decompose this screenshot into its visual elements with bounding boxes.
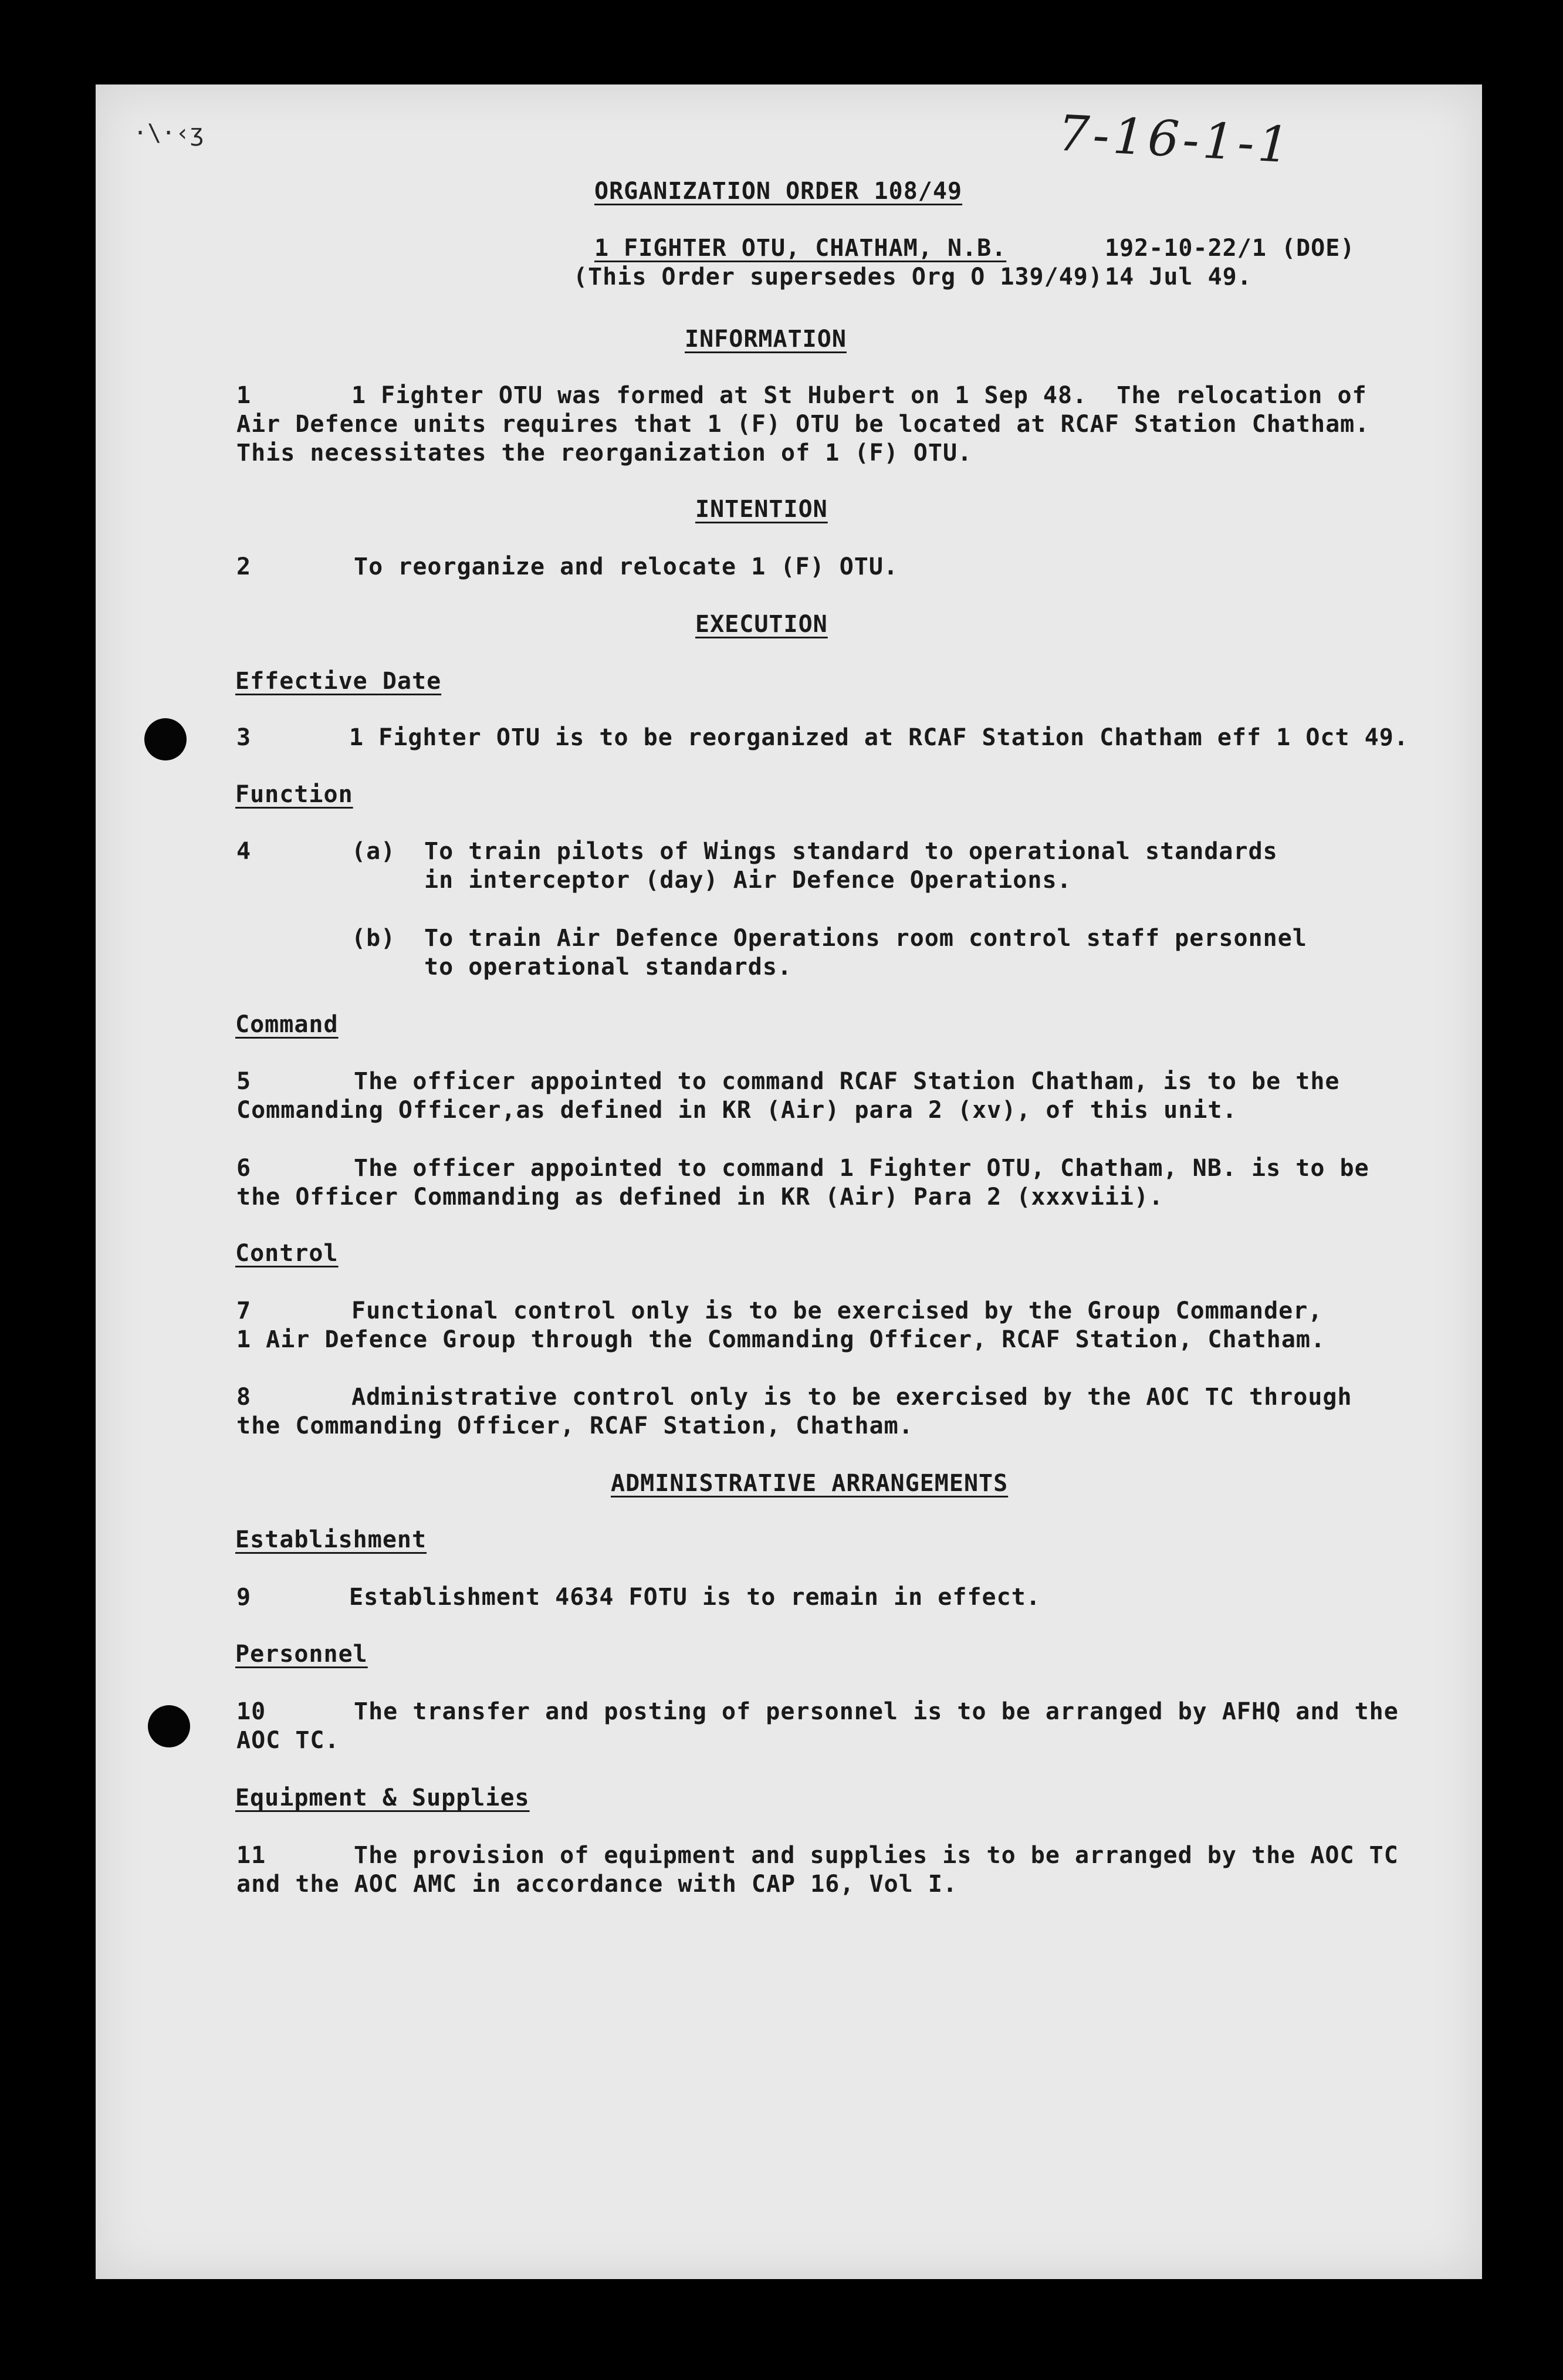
para-7-line-2: 1 Air Defence Group through the Commanding Officer, RCAF Station, Chatham.: [236, 1326, 1326, 1353]
punch-hole-bottom: [148, 1705, 190, 1747]
subhead-function: Function: [235, 781, 353, 808]
unit-name: 1 FIGHTER OTU, CHATHAM, N.B.: [594, 235, 1007, 262]
para-1-number: 1: [236, 382, 252, 409]
para-5-number: 5: [236, 1068, 252, 1095]
para-1-line-3: This necessitates the reorganization of 1 (F) OTU.: [236, 440, 973, 466]
para-8-number: 8: [236, 1384, 252, 1411]
para-11-line-2: and the AOC AMC in accordance with CAP 16, Vol I.: [236, 1871, 958, 1898]
para-1-line-1: 1 Fighter OTU was formed at St Hubert on 1 Sep 48. The relocation of: [351, 382, 1367, 409]
subhead-command: Command: [235, 1011, 339, 1038]
para-4-number: 4: [236, 838, 252, 865]
order-title: ORGANIZATION ORDER 108/49: [594, 178, 963, 205]
supersedes-note: (This Order supersedes Org O 139/49): [573, 263, 1103, 290]
section-execution: EXECUTION: [695, 611, 828, 638]
para-4a-label: (a): [351, 838, 396, 865]
para-10-line-1: The transfer and posting of personnel is to be arranged by AFHQ and the: [354, 1698, 1399, 1725]
para-9-line-1: Establishment 4634 FOTU is to remain in effect.: [349, 1584, 1041, 1611]
para-8-line-2: the Commanding Officer, RCAF Station, Chatham.: [236, 1412, 914, 1439]
subhead-control: Control: [235, 1240, 339, 1267]
para-4a-line-2: in interceptor (day) Air Defence Operations.: [424, 867, 1072, 894]
para-7-number: 7: [236, 1297, 252, 1324]
para-4b-line-1: To train Air Defence Operations room control staff personnel: [424, 925, 1307, 952]
para-3-number: 3: [236, 724, 252, 751]
para-1-line-2: Air Defence units requires that 1 (F) OTU be located at RCAF Station Chatham.: [236, 411, 1370, 438]
para-6-line-1: The officer appointed to command 1 Fighter OTU, Chatham, NB. is to be: [354, 1155, 1369, 1182]
para-9-number: 9: [236, 1584, 252, 1611]
document-page: [96, 84, 1482, 2279]
file-reference: 192-10-22/1 (DOE): [1105, 235, 1355, 262]
para-10-number: 10: [236, 1698, 266, 1725]
para-11-line-1: The provision of equipment and supplies is to be arranged by the AOC TC: [354, 1842, 1399, 1869]
para-2-line-1: To reorganize and relocate 1 (F) OTU.: [354, 553, 899, 580]
para-5-line-1: The officer appointed to command RCAF Station Chatham, is to be the: [354, 1068, 1340, 1095]
corner-mark: ·\·‹ʒ: [133, 120, 204, 147]
para-4a-line-1: To train pilots of Wings standard to operational standards: [424, 838, 1278, 865]
para-2-number: 2: [236, 553, 252, 580]
subhead-equipment-supplies: Equipment & Supplies: [235, 1784, 530, 1811]
subhead-personnel: Personnel: [235, 1641, 368, 1668]
subhead-effective-date: Effective Date: [235, 668, 442, 695]
para-5-line-2: Commanding Officer,as defined in KR (Air) para 2 (xv), of this unit.: [236, 1097, 1237, 1124]
section-information: INFORMATION: [685, 326, 847, 353]
subhead-establishment: Establishment: [235, 1526, 427, 1553]
para-11-number: 11: [236, 1842, 266, 1869]
para-6-line-2: the Officer Commanding as defined in KR (Air) Para 2 (xxxviii).: [236, 1184, 1164, 1211]
section-intention: INTENTION: [695, 496, 828, 523]
section-administrative-arrangements: ADMINISTRATIVE ARRANGEMENTS: [611, 1470, 1009, 1497]
para-10-line-2: AOC TC.: [236, 1727, 340, 1754]
para-4b-label: (b): [351, 925, 396, 952]
para-8-line-1: Administrative control only is to be exercised by the AOC TC through: [351, 1384, 1352, 1411]
order-date: 14 Jul 49.: [1105, 263, 1252, 290]
para-3-line-1: 1 Fighter OTU is to be reorganized at RCAF Station Chatham eff 1 Oct 49.: [349, 724, 1409, 751]
para-7-line-1: Functional control only is to be exercised by the Group Commander,: [351, 1297, 1323, 1324]
handwritten-reference: 7-16-1-1: [1056, 104, 1294, 174]
para-6-number: 6: [236, 1155, 252, 1182]
para-4b-line-2: to operational standards.: [424, 954, 793, 981]
punch-hole-top: [144, 718, 187, 760]
